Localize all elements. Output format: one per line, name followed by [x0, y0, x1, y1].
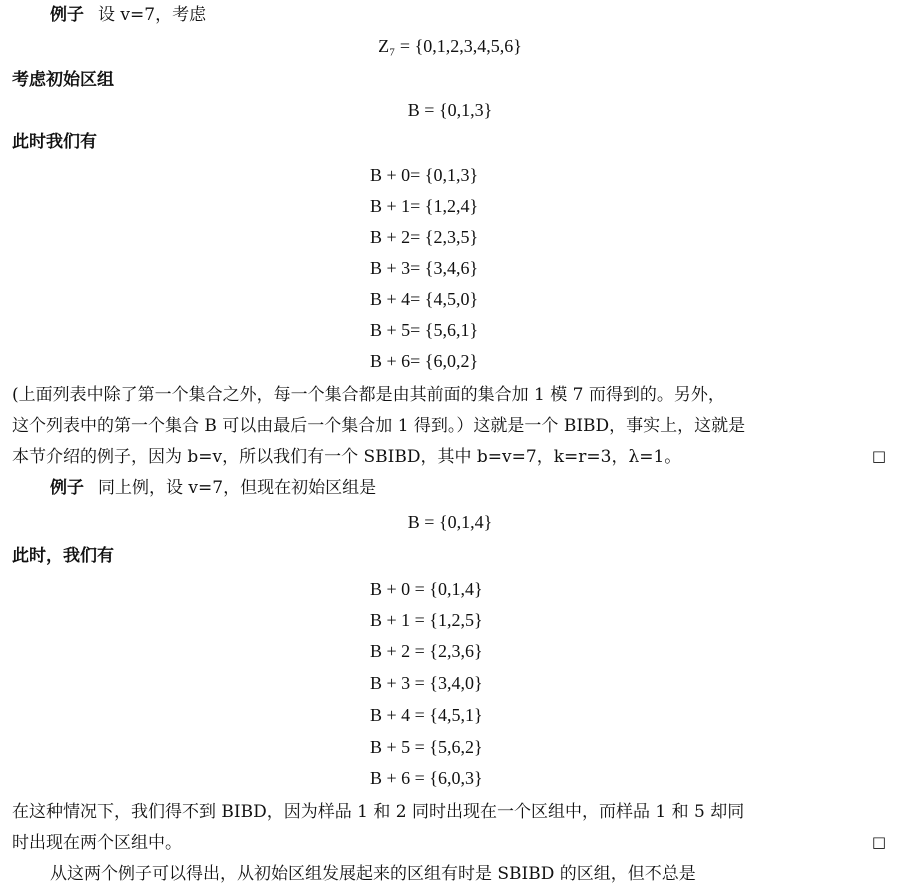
example2-intro: 同上例，设 v=7，但现在初始区组是 [98, 478, 377, 498]
block-row: B + 4 = {4,5,1} [370, 705, 483, 725]
initial-block-2: B = {0,1,4} [407, 512, 493, 532]
block-row: B + 3= {3,4,6} [370, 258, 479, 278]
conclusion-line: 时出现在两个区组中。 [12, 833, 182, 853]
explanation-line: 本节介绍的例子，因为 b=v，所以我们有一个 SBIBD，其中 b=v=7，k=r=3，λ=1。 [12, 447, 682, 467]
block-row: B + 1 = {1,2,5} [370, 610, 483, 630]
block-row: B + 4= {4,5,0} [370, 289, 479, 309]
consider-block-text: 考虑初始区组 [12, 70, 114, 90]
qed-symbol-2: □ [871, 833, 886, 851]
z7-set: Z₇ = {0,1,2,3,4,5,6} [378, 36, 522, 56]
example1-intro: 设 v=7，考虑 [98, 5, 207, 25]
example1-label: 例子 [50, 5, 84, 25]
block-row: B + 5 = {5,6,2} [370, 737, 483, 757]
block-row: B + 2= {2,3,5} [370, 227, 479, 247]
block-row: B + 1= {1,2,4} [370, 196, 479, 216]
block-row: B + 6= {6,0,2} [370, 351, 479, 371]
block-row: B + 5= {5,6,1} [370, 320, 479, 340]
we-have-text-1: 此时我们有 [12, 132, 97, 152]
explanation-line: 这个列表中的第一个集合 B 可以由最后一个集合加 1 得到。）这就是一个 BIBD，事实上，这就是 [12, 416, 746, 436]
qed-symbol-1: □ [871, 447, 886, 465]
we-have-text-2: 此时，我们有 [12, 546, 114, 566]
example2-label: 例子 [50, 478, 84, 498]
block-row: B + 2 = {2,3,6} [370, 641, 483, 661]
example1-heading [50, 3, 900, 27]
block-row: B + 3 = {3,4,0} [370, 673, 483, 693]
closing-paragraph: 从这两个例子可以得出，从初始区组发展起来的区组有时是 SBIBD 的区组，但不总是 [50, 864, 696, 884]
block-row: B + 0= {0,1,3} [370, 165, 479, 185]
block-row: B + 6 = {6,0,3} [370, 768, 483, 788]
initial-block-1: B = {0,1,3} [407, 100, 493, 120]
example2-heading [50, 476, 900, 500]
block-row: B + 0 = {0,1,4} [370, 579, 483, 599]
explanation-line: (上面列表中除了第一个集合之外，每一个集合都是由其前面的集合加 1 模 7 而得到的。另外， [12, 385, 725, 405]
conclusion-line: 在这种情况下，我们得不到 BIBD，因为样品 1 和 2 同时出现在一个区组中，而样品 1 和 5 却同 [12, 802, 745, 822]
